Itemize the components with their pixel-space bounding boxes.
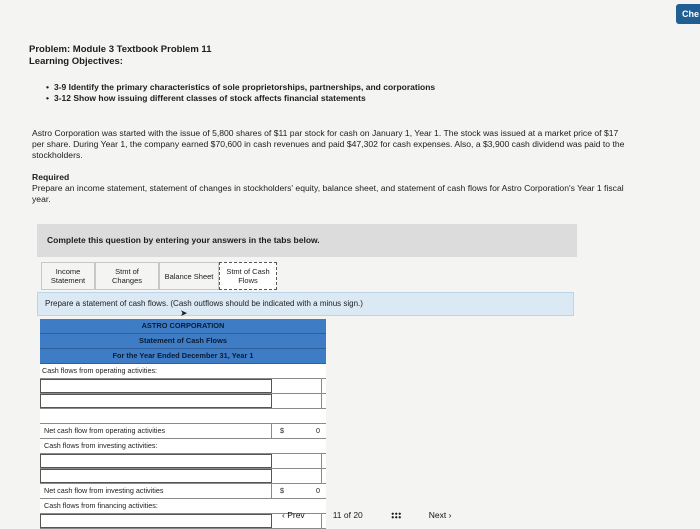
problem-title: Problem: Module 3 Textbook Problem 11 [29,44,212,55]
tab-balance-sheet[interactable]: Balance Sheet [159,262,219,290]
tab-stmt-of-cash-flows[interactable]: Stmt of Cash Flows [219,262,277,290]
net-investing-value: 0 [316,486,320,495]
tab-instruction: Prepare a statement of cash flows. (Cash outflows should be indicated with a minus sign.) [37,292,574,316]
section-header: Cash flows from operating activities: [40,364,326,379]
table-row [40,379,326,394]
cash-flow-statement [40,319,326,529]
net-operating-value: 0 [316,426,320,435]
grid-icon[interactable] [391,512,401,519]
page-position: 11 of 20 [332,510,363,520]
amount-input[interactable] [272,379,322,393]
section-header: Cash flows from financing activities: [40,499,326,514]
company-name: ASTRO CORPORATION [40,319,326,334]
required-text: Prepare an income statement, statement of changes in stockholders' equity, balance sheet, and statement of cash flows for Astro Corporation's Year 1 fiscal year. [32,183,624,204]
objectives-list [46,82,435,104]
label-input[interactable] [40,394,272,408]
net-operating-row: Net cash flow from operating activities $ 0 [40,424,326,439]
label-input[interactable] [40,379,272,393]
objectives-label: Learning Objectives: [29,56,123,67]
amount-input[interactable] [272,394,322,408]
label-input[interactable] [40,469,272,483]
amount-input[interactable] [272,469,322,483]
net-investing-row: Net cash flow from investing activities $ 0 [40,484,326,499]
problem-header [29,44,211,68]
label-input[interactable] [40,454,272,468]
tab-income-statement[interactable]: Income Statement [41,262,95,290]
prev-button[interactable]: ‹ Prev [282,510,305,520]
statement-name: Statement of Cash Flows [40,334,326,349]
spacer-row [40,409,326,424]
table-row [40,454,326,469]
label-input[interactable] [40,514,272,528]
section-header: Cash flows from investing activities: [40,439,326,454]
table-row [40,394,326,409]
statement-tabs [41,262,277,290]
statement-period: For the Year Ended December 31, Year 1 [40,349,326,364]
objective-item: • 3-12 Show how issuing different classes of stock affects financial statements [46,93,435,104]
problem-text: Astro Corporation was started with the issue of 5,800 shares of $11 par stock for cash on January 1, Year 1. The stock was issued at a market price of $17 per share. During Year 1, the company earned $70,600 in cash revenues and paid $47,302 for cash expenses. Also, a $3,900 cash dividend was paid to the stockholders. [32,128,625,160]
pagination [282,510,451,520]
next-button[interactable]: Next › [428,510,452,520]
check-button[interactable]: Che [676,4,700,24]
tab-stmt-of-changes[interactable]: Stmt of Changes [95,262,159,290]
required-label: Required [32,172,70,182]
amount-input[interactable] [272,454,322,468]
complete-instruction: Complete this question by entering your answers in the tabs below. [37,224,577,257]
objective-item: • 3-9 Identify the primary characteristics of sole proprietorships, partnerships, and corporations [46,82,435,93]
table-row [40,469,326,484]
required-section [32,172,632,205]
mouse-cursor-icon: ➤ [180,308,188,318]
